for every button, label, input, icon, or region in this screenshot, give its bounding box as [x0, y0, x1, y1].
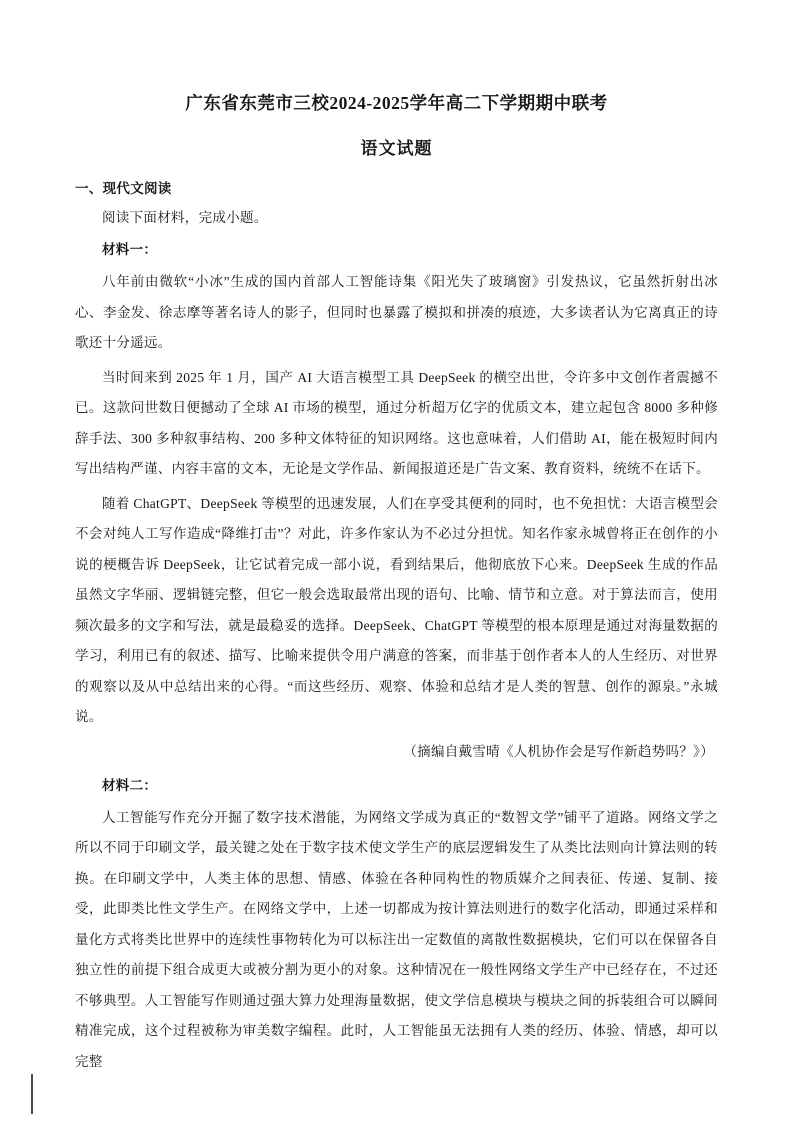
exam-title: 广东省东莞市三校2024-2025学年高二下学期期中联考 — [185, 93, 608, 113]
material-one-paragraph-2: 当时间来到 2025 年 1 月，国产 AI 大语言模型工具 DeepSeek 的横空出世，令许多中文创作者震撼不已。这款问世数日便撼动了全球 AI 市场的模型，通过分析超万亿字的优质文本，建立起包含 8000 多种修辞手法、300 多种叙事结构、200 多种文体特征的知识网络。这也意味着，人们借助 AI，能在极短时间内写出结构严谨、内容丰富的文本，无论是文学作品、新闻报道还是广告文案、教育资料，统统不在话下。 — [75, 369, 718, 476]
exam-subtitle: 语文试题 — [360, 139, 433, 158]
section-intro: 阅读下面材料，完成小题。 — [102, 210, 268, 225]
material-two-paragraph-1: 人工智能写作充分开掘了数字技术潜能，为网络文学成为真正的“数智文学”铺平了道路。网络文学之所以不同于印刷文学，最关键之处在于数字技术使文学生产的底层逻辑发生了从类比法则向计算法则的转换。在印刷文学中，人类主体的思想、情感、体验在各种同构性的物质媒介之间表征、传递、复制、接受，此即类比性文学生产。在网络文学中，上述一切都成为按计算法则进行的数字化活动，即通过采样和量化方式将类比世界中的连续性事物转化为可以标注出一定数值的离散性数据模块，它们可以在保留各自独立性的前提下组合成更大或被分割为更小的对象。这种情况在一般性网络文学生产中已经存在，不过还不够典型。人工智能写作则通过强大算力处理海量数据，使文学信息模块与模块之间的拆装组合可以瞬间精准完成，这个过程被称为审美数字编程。此时，人工智能虽无法拥有人类的经历、体验、情感，却可以完整 — [75, 809, 718, 1069]
material-one-paragraph-3: 随着 ChatGPT、DeepSeek 等模型的迅速发展，人们在享受其便利的同时，也不免担忧：大语言模型会不会对纯人工写作造成“降维打击”？对此，许多作家认为不必过分担忧。知名作家永城曾将正在创作的小说的梗概告诉 DeepSeek，让它试着完成一部小说，看到结果后，他彻底放下心来。DeepSeek 生成的作品虽然文字华丽、逻辑链完整，但它一般会选取最常出现的语句、比喻、情节和立意。对于算法而言，使用频次最多的文字和写法，就是最稳妥的选择。DeepSeek、ChatGPT 等模型的根本原理是通过对海量数据的学习，利用已有的叙述、描写、比喻来提供令用户满意的答案，而非基于创作者本人的人生经历、对世界的观察以及从中总结出来的心得。“而这些经历、观察、体验和总结才是人类的智慧、创作的源泉。”永城说。 — [75, 495, 718, 724]
material-one-paragraph-1: 八年前由微软“小冰”生成的国内首部人工智能诗集《阳光失了玻璃窗》引发热议，它虽然折射出冰心、李金发、徐志摩等著名诗人的影子，但同时也暴露了模拟和拼凑的痕迹，大多读者认为它离真正的诗歌还十分遥远。 — [75, 274, 718, 350]
section-heading-modern-reading: 一、现代文阅读 — [75, 181, 172, 196]
page-edge-artifact — [31, 1074, 33, 1114]
material-one-label: 材料一： — [102, 242, 158, 257]
material-one-attribution: （摘编自戴雪晴《人机协作会是写作新趋势吗？》） — [403, 743, 714, 759]
material-two-label: 材料二： — [102, 777, 158, 793]
